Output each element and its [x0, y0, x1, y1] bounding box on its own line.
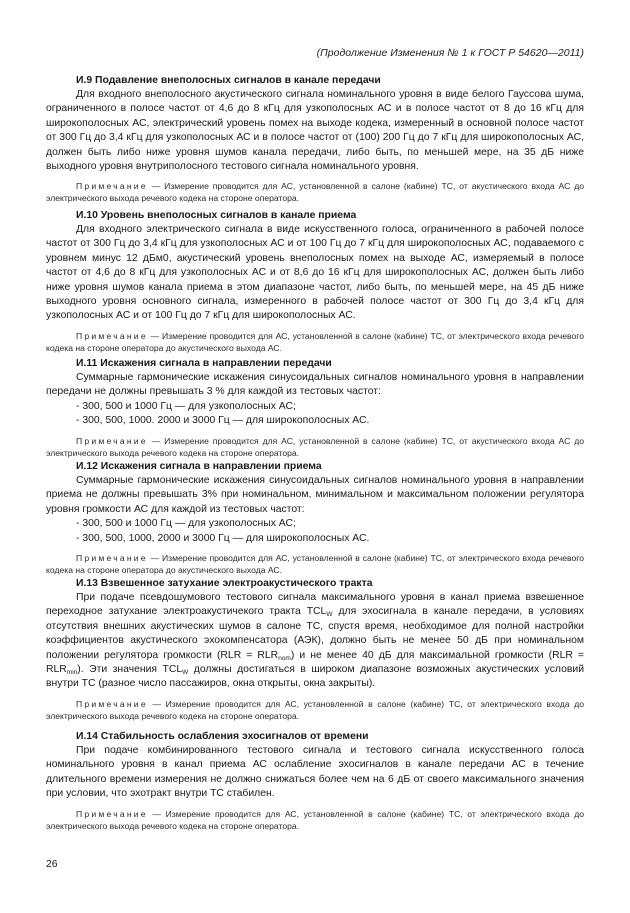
note-label: Примечание [76, 330, 148, 341]
section-i11 [46, 357, 584, 459]
section-note [46, 698, 584, 722]
body-text: для эхосигнала в канале передачи, в условиях отсутствия внешних акустических шумов в салоне ТС, спустя время, необходимое для полной настройки коэффициентов акустического эхокомпенсатора (АЭК), должно быть не менее 50 дБ при номинальном положении регулятора громкости (RLR = RLR [46, 606, 584, 661]
subscript: W [182, 669, 189, 677]
note-text: — Измерение проводится для АС, установленной в салоне (кабине) ТС, от акустического входа АС до электрического выхода речевого кодека на стороне оператора. [46, 435, 584, 458]
list-item: - 300, 500, 1000, 2000 и 3000 Гц — для широкополосных АС. [76, 532, 370, 544]
section-body: При подаче комбинированного тестового сигнала и тестового сигнала искусственного голоса номинального уровня в канал приема АС ослабление эхосигналов в канале передачи АС в течение длительного времени измерения не должно снижаться более чем на 6 дБ от своего максимального значения при условии, что эхотракт внутри ТС стабилен. [46, 745, 584, 800]
section-body: Для входного электрического сигнала в виде искусственного голоса, ограниченного в рабочей полосе частот от 300 Гц до 3,4 кГц для узкополосных АС и от 100 Гц до 7 кГц для широкополосных АС, подаваемого с уровнем минус 12 дБм0, акустический уровень внеполосных помех на выходе АС, измеряемый в полосе частот от 4,6 до 8 кГц для узкополосных АС и от 8,6 до 16 кГц для широкополосных АС, должен быть либо ниже уровня шумов канала приема в этом диапазоне частот, либо быть, по меньшей мере, на 45 дБ ниже выходного уровня основного сигнала, измеренного в рабочей полосе частот от 300 Гц до 3,4 кГц для узкополосных АС и от 100 Гц до 7 кГц для широкополосных АС. [46, 224, 584, 322]
note-label: Примечание [76, 698, 148, 709]
note-label: Примечание [76, 435, 148, 446]
note-label: Примечание [76, 553, 148, 564]
section-i13 [46, 577, 584, 722]
section-note [46, 435, 584, 459]
section-title: И.10 Уровень внеполосных сигналов в канале приема [76, 210, 357, 221]
section-note [46, 552, 584, 576]
body-text: ) и не менее 40 дБ для максимальной громкости (RLR = RLR [46, 649, 584, 676]
list-item: - 300, 500 и 1000 Гц — для узкополосных АС; [76, 400, 296, 412]
section-body: Для входного внеполосного акустического сигнала номинального уровня в виде белого Гауссова шума, ограниченного в полосе частот от 4,6 до 8 кГц для узкополосных АС и в полосе частот от 8 до 16 кГц для широкополосных АС, электрический уровень помех на выходе кодека, измеренный в основной полосе частот от 300 Гц до 3,4 кГц для узкополосных АС и в полосе частот от (100) 200 Гц до 7 кГц для широкополосных АС, должен быть либо ниже уровня шумов канала передачи, либо быть, по меньшей мере, на 35 дБ ниже выходного уровня внутриполосного тестового сигнала номинального уровня. [46, 89, 584, 173]
section-i9 [46, 74, 584, 204]
section-note [46, 330, 584, 354]
note-text: — Измерение проводится для АС, установленной в салоне (кабине) ТС, от электрического входа до электрического выхода речевого кодека на стороне оператора. [46, 698, 584, 721]
note-text: — Измерение проводится для АС, установленной в салоне (кабине) ТС, от электрического входа до электрического выхода речевого кодека на стороне оператора. [46, 808, 584, 831]
note-label: Примечание [76, 181, 148, 192]
section-title: И.9 Подавление внеполосных сигналов в канале передачи [76, 75, 381, 86]
note-text: — Измерение проводится для АС, установленной в салоне (кабине) ТС, от электрического входа речевого кодека на стороне оператора до акустического выхода АС. [46, 553, 584, 576]
note-text: — Измерение проводится для АС, установленной в салоне (кабине) ТС, от электрического входа речевого кодека на стороне оператора до акустического выхода АС. [46, 330, 584, 353]
section-note [46, 180, 584, 204]
section-title: И.13 Взвешенное затухание электроакустического тракта [76, 578, 373, 589]
section-body [46, 591, 584, 692]
section-i10 [46, 209, 584, 354]
list-item: - 300, 500, 1000. 2000 и 3000 Гц — для широкополосных АС. [76, 415, 370, 427]
note-text: — Измерение проводится для АС, установленной в салоне (кабине) ТС, от акустического входа АС до электрического выхода речевого кодека на стороне оператора. [46, 181, 584, 204]
section-i14 [46, 730, 584, 832]
body-text: При подаче псевдошумового тестового сигнала максимального уровня в канал приема взвешенное переходное затухание электроакустичекого тракта TCL [46, 592, 584, 618]
note-label: Примечание [76, 808, 148, 819]
section-body: Суммарные гармонические искажения синусоидальных сигналов номинального уровня в направлении приема не должны превышать 3% при номинальном, минимальном и максимальном положении регулятора уровня громкости АС для каждой из тестовых частот: [46, 475, 584, 515]
body-text: должны достигаться в широком диапазоне возможных акустических условий внутри ТС (разное число пассажиров, окна открыты, окна закрыты). [46, 664, 584, 690]
subscript: nom [278, 654, 291, 662]
section-title: И.11 Искажения сигнала в направлении передачи [76, 358, 332, 369]
subscript: min [66, 669, 78, 677]
running-header: (Продолжение Изменения № 1 к ГОСТ Р 54620—2011) [316, 47, 584, 59]
page-number: 26 [46, 859, 58, 870]
section-i12 [46, 460, 584, 576]
subscript: W [326, 611, 333, 619]
section-title: И.14 Стабильность ослабления эхосигналов от времени [76, 731, 369, 742]
body-text: ). Эти значения TCL [77, 664, 183, 676]
section-title: И.12 Искажения сигнала в направлении приема [76, 461, 322, 472]
list-item: - 300, 500 и 1000 Гц — для узкополосных АС; [76, 518, 296, 530]
section-body: Суммарные гармонические искажения синусоидальных сигналов номинального уровня в направлении передачи не должны превышать 3 % для каждой из тестовых частот: [46, 372, 584, 398]
section-note [46, 808, 584, 832]
